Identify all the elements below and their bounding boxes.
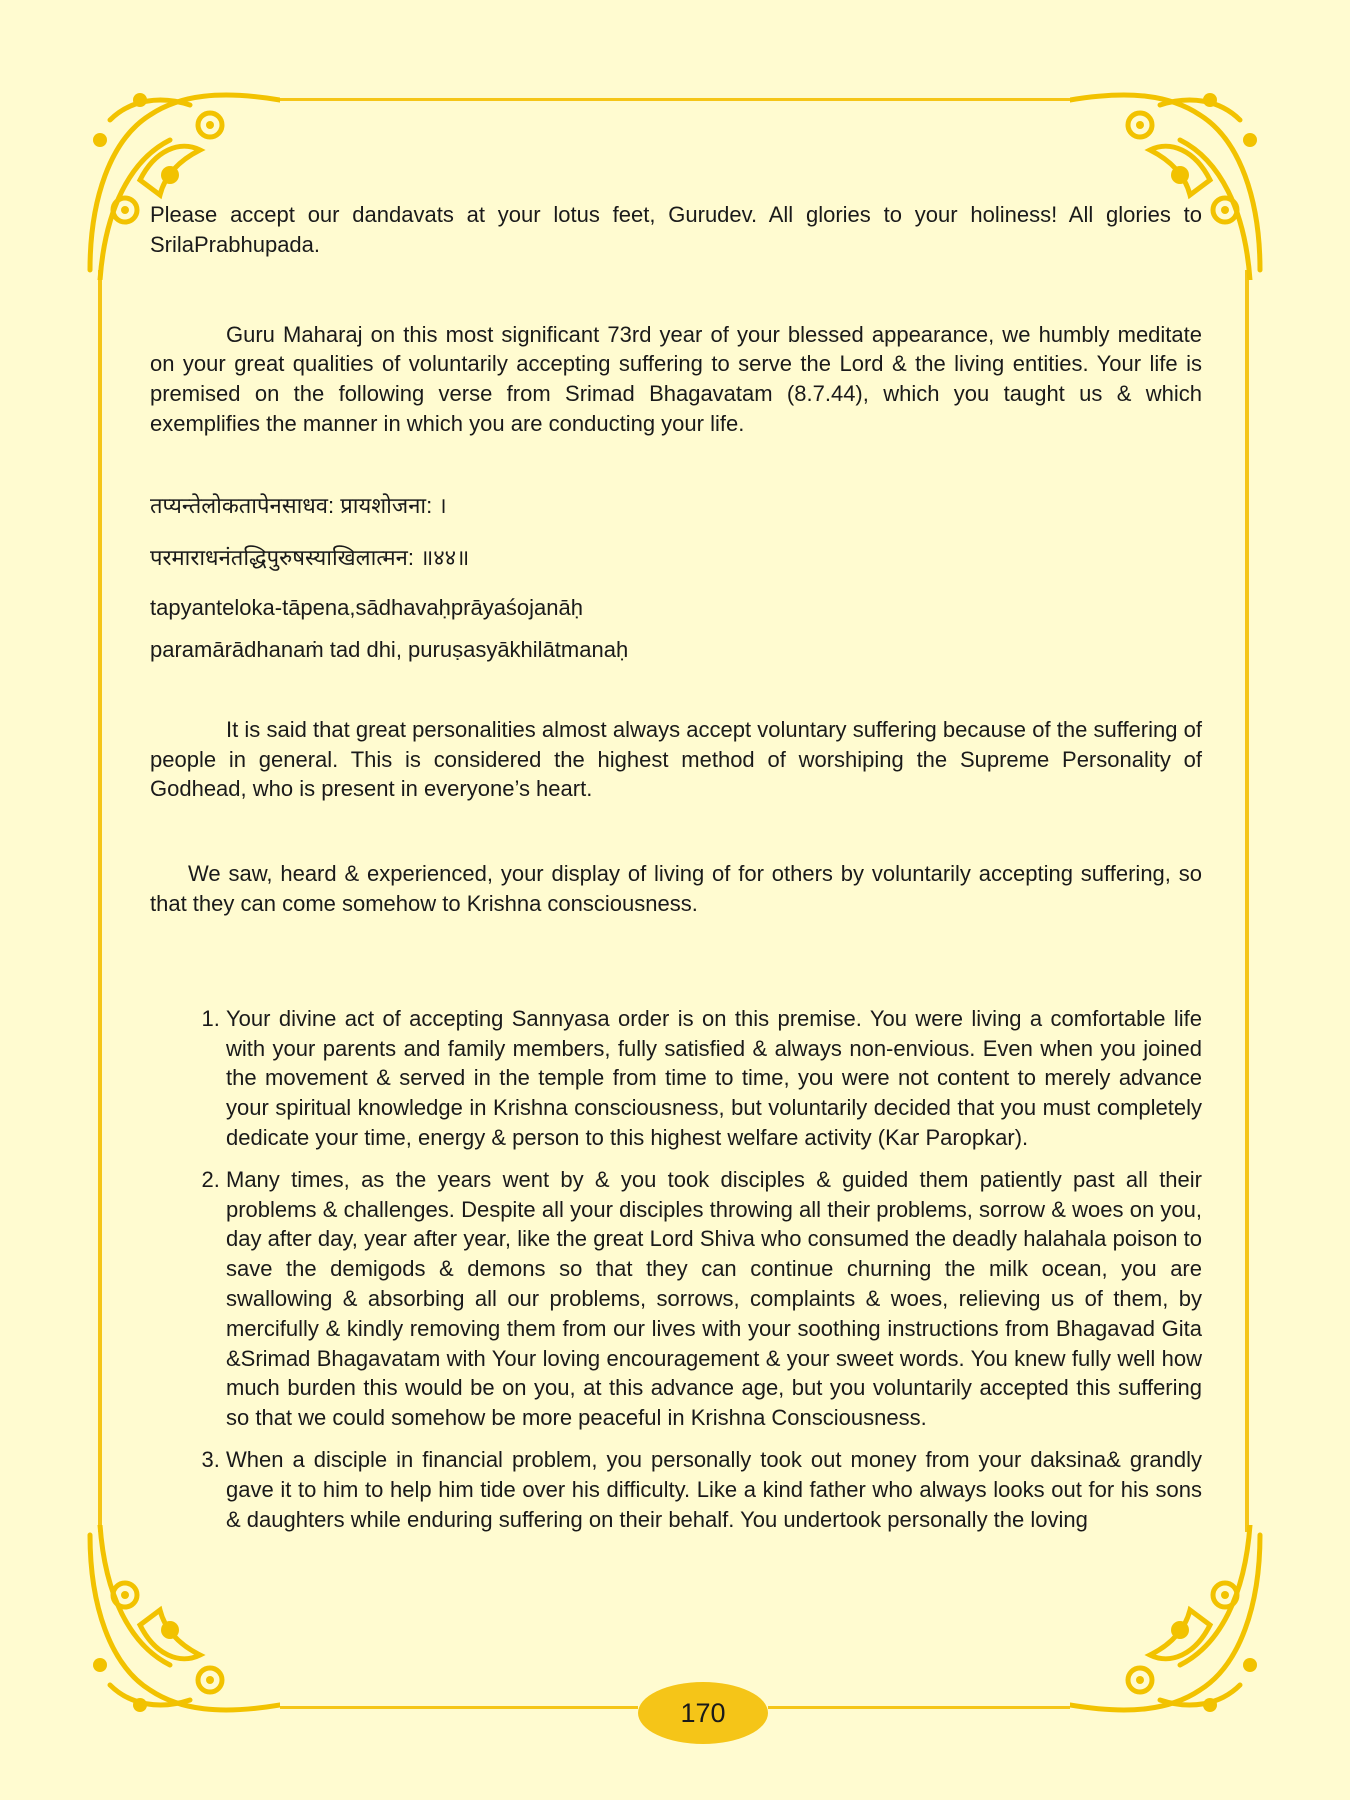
qualities-list	[150, 1004, 1202, 1535]
border-bottom-right	[768, 1706, 1070, 1709]
paragraph-we-saw: We saw, heard & experienced, your display of living of for others by voluntarily accepting suffering, so that they can come somehow to Krishna consciousness.	[150, 861, 1202, 916]
verse-sanskrit-line-2: परमाराधनंतद्धिपुरुषस्याखिलात्मन: ॥४४॥	[150, 544, 470, 570]
list-item: 1. Your divine act of accepting Sannyasa order is on this premise. You were living a comfortable life with your parents and family members, fully satisfied & always non-envious. Even when you joined the movement & served in the temple from time to time, you were not content to merely advance your spiritual knowledge in Krishna consciousness, but voluntarily decided that you must completely dedicate your time, energy & person to this highest welfare activity (Kar Paropkar).	[226, 1004, 1202, 1153]
verse-transliteration-line-1: tapyanteloka-tāpena,sādhavaḥprāyaśojanāḥ	[150, 594, 583, 620]
list-item: 2. Many times, as the years went by & you took disciples & guided them patiently past all their problems & challenges. Despite all your disciples throwing all their problems, sorrow & woes on you, day after day, year after year, like the great Lord Shiva who consumed the deadly halahala poison to save the demigods & demons so that they can continue churning the milk ocean, you are swallowing & absorbing all our problems, sorrows, complaints & woes, relieving us of them, by mercifully & kindly removing them from our lives with your soothing instructions from Bhagavad Gita &Srimad Bhagavatam with Your loving encouragement & your sweet words. You knew fully well how much burden this would be on you, at this advance age, but you voluntarily accepted this suffering so that we could somehow be more peaceful in Krishna Consciousness.	[226, 1165, 1202, 1433]
corner-ornament-bottom-left	[80, 1525, 280, 1725]
border-top	[280, 98, 1070, 101]
border-left	[98, 270, 102, 1532]
paragraph-intro: Guru Maharaj on this most significant 73rd year of your blessed appearance, we humbly meditate on your great qualities of voluntarily accepting suffering to serve the Lord & the living entities. Your life is premised on the following verse from Srimad Bhagavatam (8.7.44), which you taught us & which exemplifies the manner in which you are conducting your life.	[150, 321, 1202, 436]
border-right	[1245, 270, 1249, 1532]
letter-body	[150, 200, 1202, 1546]
verse-transliteration-line-2: paramārādhanaṁ tad dhi, puruṣasyākhilātmanaḥ	[150, 636, 629, 662]
greeting: Please accept our dandavats at your lotus feet, Gurudev. All glories to your holiness! All glories to SrilaPrabhupada.	[150, 202, 1202, 257]
paragraph-great-personalities: It is said that great personalities almost always accept voluntary suffering because of the suffering of people in general. This is considered the highest method of worshiping the Supreme Personality of Godhead, who is present in everyone’s heart.	[150, 716, 1202, 802]
corner-ornament-bottom-right	[1070, 1525, 1270, 1725]
page-number: 170	[638, 1682, 768, 1744]
border-bottom-left	[280, 1706, 638, 1709]
list-item: 3. When a disciple in financial problem, you personally took out money from your daksina& grandly gave it to him to help him tide over his difficulty. Like a kind father who always looks out for his sons & daughters while enduring suffering on their behalf. You undertook personally the loving	[226, 1445, 1202, 1534]
verse-sanskrit-line-1: तप्यन्तेलोकतापेनसाधव: प्रायशोजना: ।	[150, 492, 447, 518]
